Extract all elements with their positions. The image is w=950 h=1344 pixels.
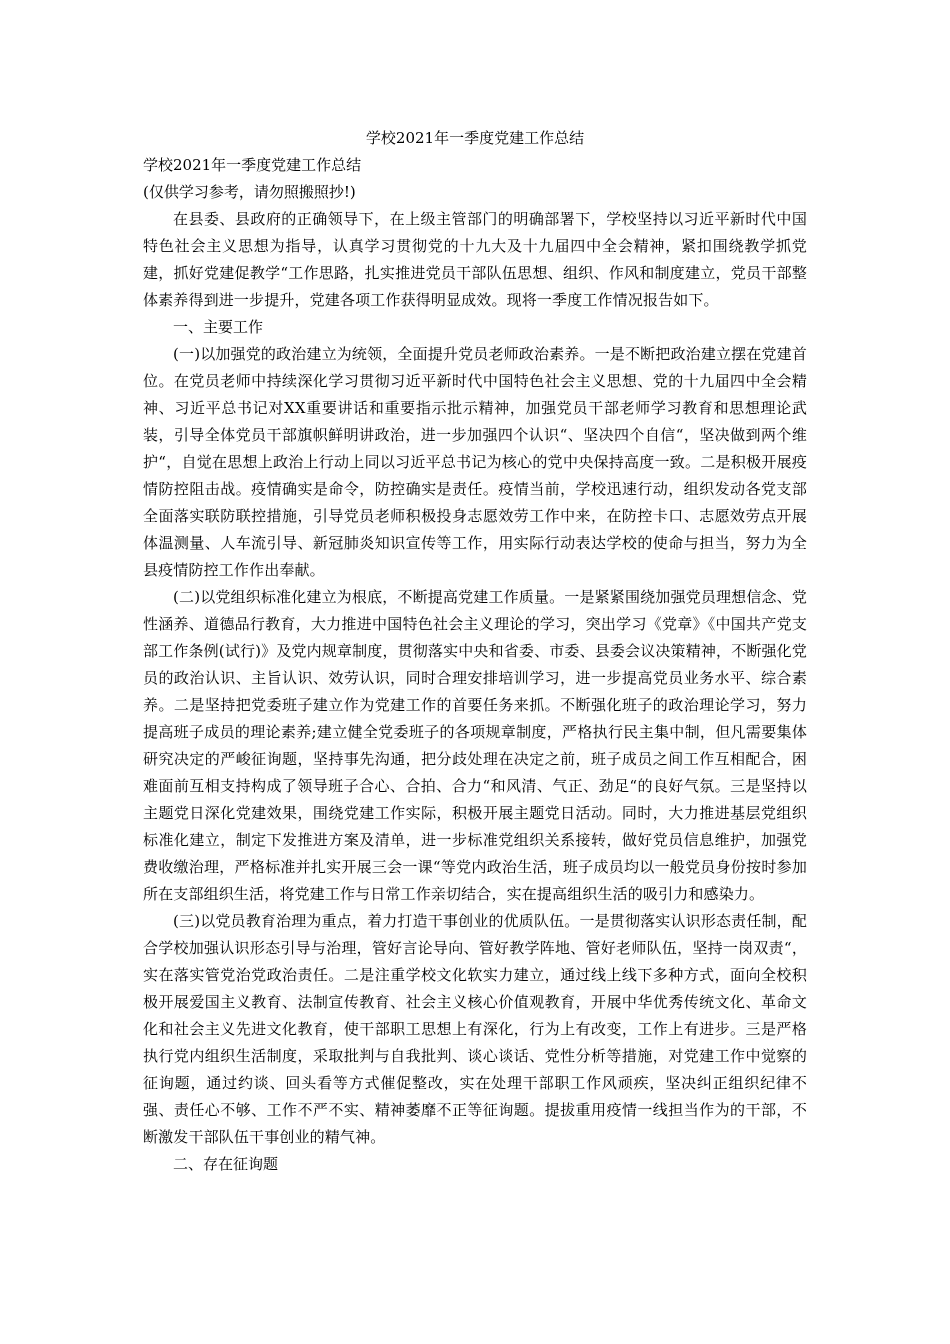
- document-page: [143, 124, 807, 1178]
- section-heading-existing-problems: 二、存在征询题: [173, 1155, 279, 1173]
- document-subtitle: 学校2021年一季度党建工作总结: [143, 156, 362, 174]
- section-heading-main-work: 一、主要工作: [173, 318, 264, 336]
- document-note: (仅供学习参考，请勿照搬照抄!): [143, 183, 356, 201]
- intro-paragraph: 在县委、县政府的正确领导下，在上级主管部门的明确部署下，学校坚持以习近平新时代中国特色社会主义思想为指导，认真学习贯彻党的十九大及十九届四中全会精神，紧扣围绕教学抓党建，抓好党建促教学“工作思路，扎实推进党员干部队伍思想、组织、作风和制度建立，党员干部整体素养得到进一步提升，党建各项工作获得明显成效。现将一季度工作情况报告如下。: [143, 210, 807, 309]
- document-title: 学校2021年一季度党建工作总结: [365, 129, 585, 147]
- paragraph-organization-standardization: (二)以党组织标准化建立为根底，不断提高党建工作质量。一是紧紧围绕加强党员理想信念、党性涵养、道德品行教育，大力推进中国特色社会主义理论的学习，突出学习《党章》《中国共产党支部工作条例(试行)》及党内规章制度，贯彻落实中央和省委、市委、县委会议决策精神，不断强化党员的政治认识、主旨认识、效劳认识，同时合理安排培训学习，进一步提高党员业务水平、综合素养。二是坚持把党委班子建立作为党建工作的首要任务来抓。不断强化班子的政治理论学习，努力提高班子成员的理论素养;建立健全党委班子的各项规章制度，严格执行民主集中制，但凡需要集体研究决定的严峻征询题，坚持事先沟通，把分歧处理在决定之前，班子成员之间工作互相配合，困难面前互相支持构成了领导班子合心、合拍、合力“和风清、气正、劲足“的良好气氛。三是坚持以主题党日深化党建效果，围绕党建工作实际，积极开展主题党日活动。同时，大力推进基层党组织标准化建立，制定下发推进方案及清单，进一步标准党组织关系接转，做好党员信息维护，加强党费收缴治理，严格标准并扎实开展三会一课“等党内政治生活，班子成员均以一般党员身份按时参加所在支部组织生活，将党建工作与日常工作亲切结合，实在提高组织生活的吸引力和感染力。: [143, 588, 807, 903]
- paragraph-member-education: (三)以党员教育治理为重点，着力打造干事创业的优质队伍。一是贯彻落实认识形态责任制，配合学校加强认识形态引导与治理，管好言论导向、管好教学阵地、管好老师队伍，坚持一岗双责“，实在落实管党治党政治责任。二是注重学校文化软实力建立，通过线上线下多种方式，面向全校积极开展爱国主义教育、法制宣传教育、社会主义核心价值观教育，开展中华优秀传统文化、革命文化和社会主义先进文化教育，使干部职工思想上有深化，行为上有改变，工作上有进步。三是严格执行党内组织生活制度，采取批判与自我批判、谈心谈话、党性分析等措施，对党建工作中觉察的征询题，通过约谈、回头看等方式催促整改，实在处理干部职工作风顽疾，坚决纠正组织纪律不强、责任心不够、工作不严不实、精神萎靡不正等征询题。提拔重用疫情一线担当作为的干部，不断激发干部队伍干事创业的精气神。: [143, 912, 807, 1146]
- paragraph-political-building: (一)以加强党的政治建立为统领，全面提升党员老师政治素养。一是不断把政治建立摆在党建首位。在党员老师中持续深化学习贯彻习近平新时代中国特色社会主义思想、党的十九届四中全会精神、习近平总书记对XX重要讲话和重要指示批示精神，加强党员干部老师学习教育和思想理论武装，引导全体党员干部旗帜鲜明讲政治，进一步加强四个认识“、坚决四个自信“，坚决做到两个维护“，自觉在思想上政治上行动上同以习近平总书记为核心的党中央保持高度一致。二是积极开展疫情防控阻击战。疫情确实是命令，防控确实是责任。疫情当前，学校迅速行动，组织发动各党支部全面落实联防联控措施，引导党员老师积极投身志愿效劳工作中来，在防控卡口、志愿效劳点开展体温测量、人车流引导、新冠肺炎知识宣传等工作，用实际行动表达学校的使命与担当，努力为全县疫情防控工作作出奉献。: [143, 345, 807, 579]
